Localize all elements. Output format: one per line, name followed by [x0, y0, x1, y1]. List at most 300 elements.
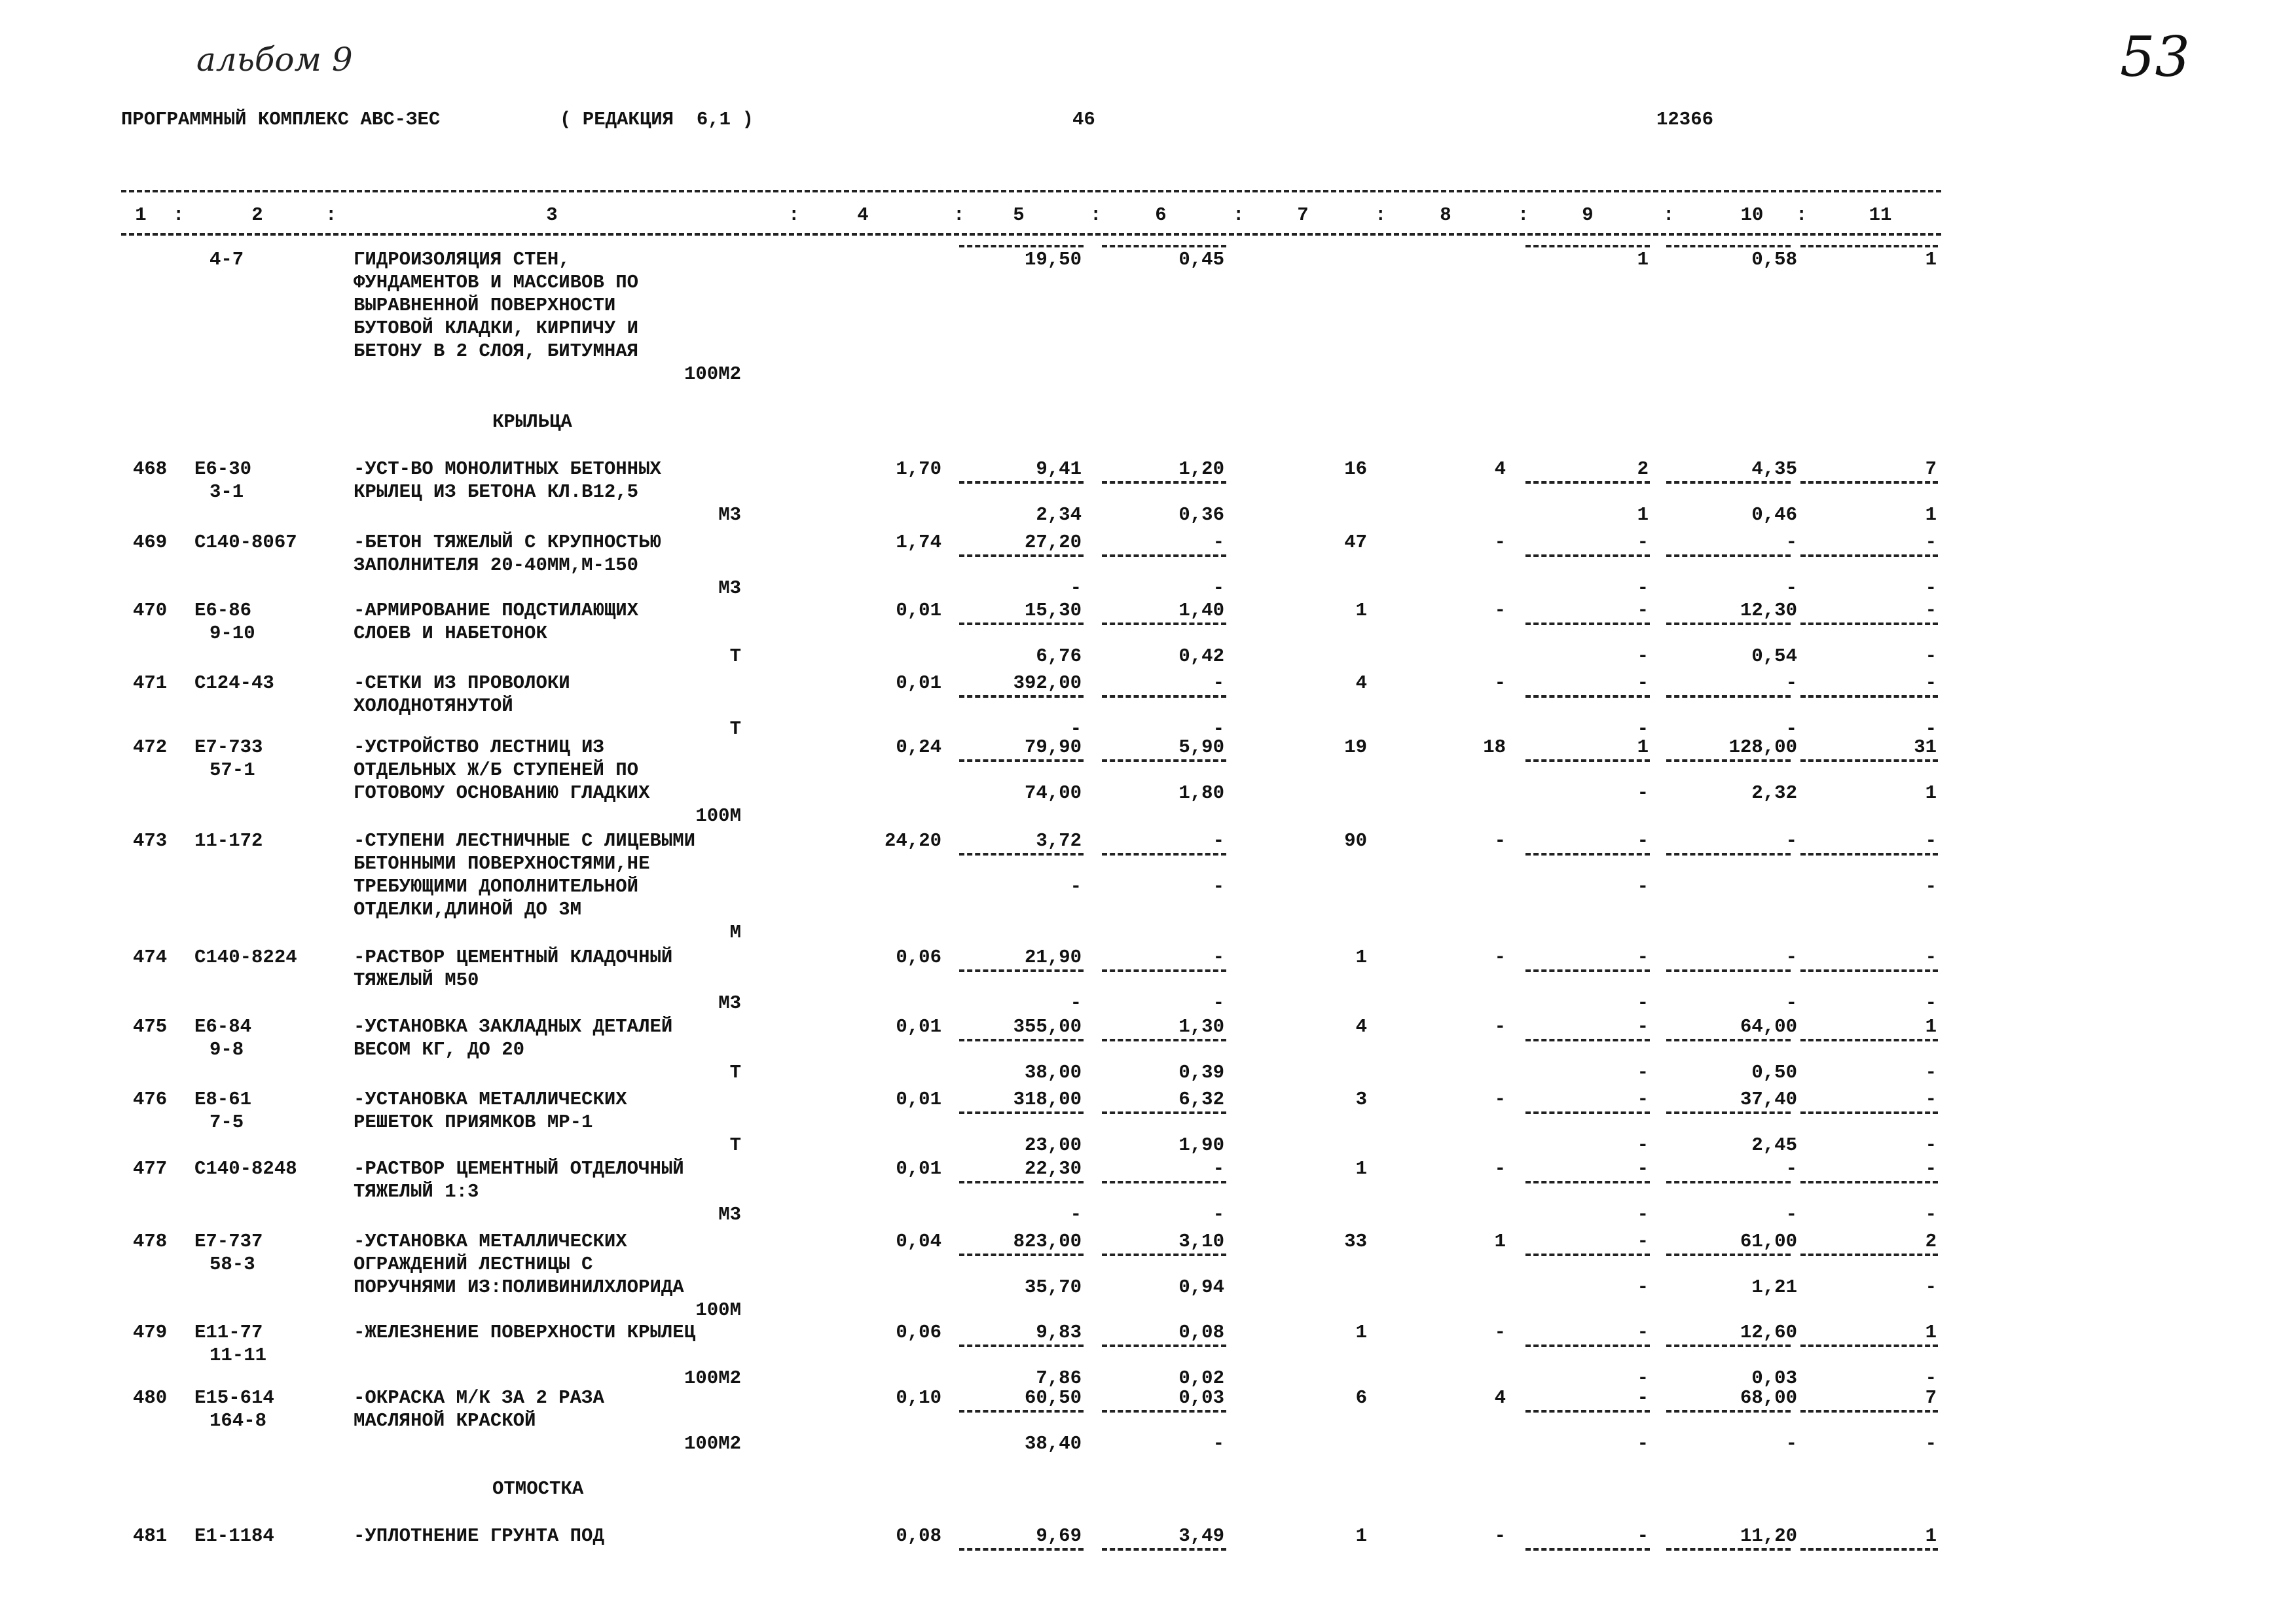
value-col-4: 0,01 [896, 600, 941, 621]
value-col-6-secondary: 0,42 [1178, 645, 1224, 667]
cell-rule [959, 853, 1084, 856]
value-col-4: 0,04 [896, 1231, 941, 1252]
value-col-10-secondary: - [1785, 718, 1797, 740]
cell-rule [1525, 1344, 1650, 1347]
value-col-7: 33 [1344, 1231, 1367, 1252]
cell-rule [1666, 245, 1791, 247]
value-col-10: 61,00 [1740, 1231, 1797, 1252]
work-description-line: -УСТАНОВКА МЕТАЛЛИЧЕСКИХ [354, 1231, 627, 1252]
cell-rule [1666, 759, 1791, 762]
work-description-line: -УПЛОТНЕНИЕ ГРУНТА ПОД [354, 1525, 604, 1547]
unit-of-measure: Т [729, 718, 741, 740]
value-col-9: - [1637, 672, 1649, 694]
value-col-11-secondary: - [1925, 1276, 1937, 1298]
unit-of-measure: Т [729, 645, 741, 667]
section-heading: КРЫЛЬЦА [492, 411, 572, 433]
value-col-8: 1 [1494, 1231, 1506, 1252]
value-col-6: - [1213, 947, 1224, 968]
cell-rule [1800, 623, 1938, 625]
value-col-11: - [1925, 1089, 1937, 1110]
cell-rule [1525, 1410, 1650, 1413]
page-number: 53 [2120, 25, 2190, 89]
value-col-4: 1,70 [896, 458, 941, 480]
cell-rule [1800, 1548, 1938, 1551]
header-rule [121, 233, 1941, 236]
cell-rule [1102, 481, 1226, 484]
unit-of-measure: М3 [718, 992, 741, 1014]
value-col-10-secondary: - [1785, 1433, 1797, 1454]
value-col-10: - [1785, 947, 1797, 968]
value-col-6-secondary: - [1213, 577, 1224, 599]
value-col-9: - [1637, 1322, 1649, 1343]
value-col-10: 128,00 [1728, 736, 1797, 758]
value-col-11-secondary: - [1925, 1367, 1937, 1389]
cell-rule [1666, 554, 1791, 557]
row-number: 472 [133, 736, 168, 758]
value-col-10-secondary: 0,03 [1751, 1367, 1797, 1389]
value-col-9-secondary: 1 [1637, 504, 1649, 526]
work-description-line: МАСЛЯНОЙ КРАСКОЙ [354, 1410, 536, 1432]
work-description-line: -АРМИРОВАНИЕ ПОДСТИЛАЮЩИХ [354, 600, 639, 621]
rate-code: Е6-86 [194, 600, 252, 621]
value-col-6: 3,10 [1178, 1231, 1224, 1252]
column-header-5: 5 [1013, 204, 1025, 226]
value-col-6-secondary: 0,94 [1178, 1276, 1224, 1298]
value-col-6: 5,90 [1178, 736, 1224, 758]
cell-rule [1666, 695, 1791, 698]
value-col-5: 60,50 [1024, 1387, 1082, 1409]
value-col-10: 12,60 [1740, 1322, 1797, 1343]
value-col-10: 64,00 [1740, 1016, 1797, 1038]
value-col-8: - [1494, 947, 1506, 968]
cell-rule [1800, 1410, 1938, 1413]
rate-code-secondary: 58-3 [210, 1254, 255, 1275]
value-col-5: 355,00 [1013, 1016, 1082, 1038]
value-col-6-secondary: 0,36 [1178, 504, 1224, 526]
value-col-8: - [1494, 1322, 1506, 1343]
cell-rule [1666, 853, 1791, 856]
value-col-4: 0,01 [896, 672, 941, 694]
value-col-8: - [1494, 830, 1506, 852]
value-col-5: 392,00 [1013, 672, 1082, 694]
rate-code-secondary: 164-8 [210, 1410, 267, 1432]
work-description-line: -РАСТВОР ЦЕМЕНТНЫЙ ОТДЕЛОЧНЫЙ [354, 1158, 684, 1180]
cell-rule [959, 695, 1084, 698]
work-description-line: ГИДРОИЗОЛЯЦИЯ СТЕН, [354, 249, 570, 270]
value-col-11: - [1925, 600, 1937, 621]
cell-rule [959, 1111, 1084, 1114]
value-col-7: 4 [1355, 672, 1367, 694]
value-col-6: 1,30 [1178, 1016, 1224, 1038]
unit-of-measure: Т [729, 1134, 741, 1156]
rate-code-secondary: 9-10 [210, 623, 255, 644]
cell-rule [1525, 969, 1650, 972]
rate-code: Е11-77 [194, 1322, 263, 1343]
value-col-10: 37,40 [1740, 1089, 1797, 1110]
cell-rule [959, 759, 1084, 762]
value-col-7: 19 [1344, 736, 1367, 758]
value-col-11-secondary: - [1925, 1204, 1937, 1225]
cell-rule [1666, 1039, 1791, 1041]
column-separator: : [1375, 204, 1387, 226]
value-col-8: - [1494, 1016, 1506, 1038]
cell-rule [1666, 481, 1791, 484]
value-col-4: 0,01 [896, 1158, 941, 1180]
row-number: 480 [133, 1387, 168, 1409]
value-col-4: 24,20 [884, 830, 941, 852]
column-header-11: 11 [1869, 204, 1892, 226]
column-header-8: 8 [1440, 204, 1451, 226]
value-col-7: 1 [1355, 600, 1367, 621]
value-col-4: 1,74 [896, 532, 941, 553]
cell-rule [1102, 1181, 1226, 1183]
value-col-7: 1 [1355, 1525, 1367, 1547]
value-col-9: - [1637, 600, 1649, 621]
column-separator: : [953, 204, 965, 226]
column-header-1: 1 [135, 204, 147, 226]
cell-rule [959, 245, 1084, 247]
value-col-5-secondary: - [1070, 718, 1082, 740]
cell-rule [1102, 1410, 1226, 1413]
column-header-7: 7 [1297, 204, 1309, 226]
cell-rule [1666, 1344, 1791, 1347]
value-col-7: 1 [1355, 1322, 1367, 1343]
value-col-9-secondary: - [1637, 1062, 1649, 1083]
value-col-11-secondary: - [1925, 645, 1937, 667]
cell-rule [1666, 1410, 1791, 1413]
rate-code: 4-7 [210, 249, 244, 270]
cell-rule [1666, 1254, 1791, 1256]
cell-rule [1102, 759, 1226, 762]
column-separator: : [173, 204, 185, 226]
cell-rule [959, 1039, 1084, 1041]
cell-rule [1102, 969, 1226, 972]
value-col-6: 6,32 [1178, 1089, 1224, 1110]
work-description-line: -РАСТВОР ЦЕМЕНТНЫЙ КЛАДОЧНЫЙ [354, 947, 673, 968]
value-col-5: 9,83 [1036, 1322, 1082, 1343]
value-col-5: 823,00 [1013, 1231, 1082, 1252]
value-col-9-secondary: - [1637, 782, 1649, 804]
cell-rule [959, 623, 1084, 625]
cell-rule [1525, 695, 1650, 698]
sheet-number: 46 [1072, 109, 1095, 130]
rate-code: Е15-614 [194, 1387, 274, 1409]
value-col-9-secondary: - [1637, 1367, 1649, 1389]
document-code: 12366 [1656, 109, 1714, 130]
value-col-9: - [1637, 532, 1649, 553]
value-col-10-secondary: 1,21 [1751, 1276, 1797, 1298]
value-col-10-secondary: 0,54 [1751, 645, 1797, 667]
cell-rule [959, 1254, 1084, 1256]
work-description-line: БЕТОННЫМИ ПОВЕРХНОСТЯМИ,НЕ [354, 853, 650, 875]
work-description-line: СЛОЕВ И НАБЕТОНОК [354, 623, 547, 644]
cell-rule [1102, 554, 1226, 557]
value-col-11: 7 [1925, 458, 1937, 480]
value-col-9: - [1637, 830, 1649, 852]
value-col-9: - [1637, 1158, 1649, 1180]
value-col-7: 6 [1355, 1387, 1367, 1409]
work-description-line: ХОЛОДНОТЯНУТОЙ [354, 695, 513, 717]
value-col-8: - [1494, 1525, 1506, 1547]
value-col-7: 4 [1355, 1016, 1367, 1038]
value-col-9-secondary: - [1637, 1276, 1649, 1298]
value-col-5-secondary: - [1070, 992, 1082, 1014]
value-col-4: 0,10 [896, 1387, 941, 1409]
cell-rule [1102, 1254, 1226, 1256]
rate-code: Е7-733 [194, 736, 263, 758]
row-number: 471 [133, 672, 168, 694]
column-separator: : [1663, 204, 1675, 226]
rate-code: С140-8067 [194, 532, 297, 553]
value-col-5-secondary: 23,00 [1024, 1134, 1082, 1156]
column-separator: : [788, 204, 800, 226]
top-rule [121, 190, 1941, 192]
value-col-11-secondary: 1 [1925, 504, 1937, 526]
work-description-line: ОТДЕЛКИ,ДЛИНОЙ ДО 3М [354, 899, 582, 920]
work-description-line: ТЯЖЕЛЫЙ 1:3 [354, 1181, 479, 1202]
value-col-10: - [1785, 1158, 1797, 1180]
column-header-3: 3 [546, 204, 558, 226]
value-col-11: 7 [1925, 1387, 1937, 1409]
value-col-5-secondary: 74,00 [1024, 782, 1082, 804]
work-description-line: ВЫРАВНЕННОЙ ПОВЕРХНОСТИ [354, 295, 616, 316]
value-col-11: - [1925, 532, 1937, 553]
cell-rule [1525, 623, 1650, 625]
unit-of-measure: 100М2 [684, 1433, 741, 1454]
column-separator: : [1233, 204, 1245, 226]
cell-rule [959, 969, 1084, 972]
value-col-9-secondary: - [1637, 718, 1649, 740]
value-col-10: - [1785, 532, 1797, 553]
work-description-line: ОГРАЖДЕНИЙ ЛЕСТНИЦЫ С [354, 1254, 593, 1275]
value-col-5-secondary: - [1070, 577, 1082, 599]
value-col-6: 0,45 [1178, 249, 1224, 270]
cell-rule [1666, 969, 1791, 972]
cell-rule [1800, 1039, 1938, 1041]
value-col-6-secondary: - [1213, 1204, 1224, 1225]
column-separator: : [1796, 204, 1808, 226]
column-header-6: 6 [1155, 204, 1167, 226]
row-number: 475 [133, 1016, 168, 1038]
row-number: 476 [133, 1089, 168, 1110]
work-description-line: -УСТРОЙСТВО ЛЕСТНИЦ ИЗ [354, 736, 604, 758]
value-col-11-secondary: - [1925, 992, 1937, 1014]
value-col-10-secondary: - [1785, 1204, 1797, 1225]
row-number: 469 [133, 532, 168, 553]
value-col-7: 3 [1355, 1089, 1367, 1110]
value-col-6: - [1213, 830, 1224, 852]
cell-rule [1800, 245, 1938, 247]
value-col-4: 0,06 [896, 1322, 941, 1343]
value-col-5: 79,90 [1024, 736, 1082, 758]
rate-code: Е7-737 [194, 1231, 263, 1252]
row-number: 481 [133, 1525, 168, 1547]
value-col-7: 1 [1355, 1158, 1367, 1180]
value-col-4: 0,01 [896, 1089, 941, 1110]
value-col-6: - [1213, 1158, 1224, 1180]
column-header-2: 2 [251, 204, 263, 226]
value-col-8: 4 [1494, 458, 1506, 480]
value-col-5: 9,41 [1036, 458, 1082, 480]
value-col-9: - [1637, 1089, 1649, 1110]
value-col-5: 15,30 [1024, 600, 1082, 621]
cell-rule [1800, 695, 1938, 698]
cell-rule [959, 1548, 1084, 1551]
work-description-line: ВЕСОМ КГ, ДО 20 [354, 1039, 525, 1060]
cell-rule [1800, 1111, 1938, 1114]
value-col-11-secondary: - [1925, 1433, 1937, 1454]
cell-rule [1800, 1181, 1938, 1183]
value-col-11: 1 [1925, 249, 1937, 270]
work-description-line: ТРЕБУЮЩИМИ ДОПОЛНИТЕЛЬНОЙ [354, 876, 639, 897]
value-col-7: 90 [1344, 830, 1367, 852]
work-description-line: -УСТ-ВО МОНОЛИТНЫХ БЕТОННЫХ [354, 458, 661, 480]
work-description-line: ПОРУЧНЯМИ ИЗ:ПОЛИВИНИЛХЛОРИДА [354, 1276, 684, 1298]
value-col-8: - [1494, 1089, 1506, 1110]
work-description-line: ЗАПОЛНИТЕЛЯ 20-40ММ,М-150 [354, 554, 639, 576]
value-col-9: 1 [1637, 249, 1649, 270]
value-col-8: - [1494, 600, 1506, 621]
value-col-9: - [1637, 1387, 1649, 1409]
value-col-4: 0,06 [896, 947, 941, 968]
value-col-6-secondary: 1,80 [1178, 782, 1224, 804]
value-col-10: - [1785, 672, 1797, 694]
rate-code-secondary: 7-5 [210, 1111, 244, 1133]
value-col-11: - [1925, 672, 1937, 694]
unit-of-measure: 100М [695, 805, 741, 827]
value-col-11: 1 [1925, 1016, 1937, 1038]
value-col-4: 0,01 [896, 1016, 941, 1038]
value-col-11: 1 [1925, 1322, 1937, 1343]
row-number: 477 [133, 1158, 168, 1180]
value-col-9: - [1637, 947, 1649, 968]
rate-code: Е6-84 [194, 1016, 252, 1038]
cell-rule [1525, 1039, 1650, 1041]
value-col-10: 4,35 [1751, 458, 1797, 480]
value-col-9-secondary: - [1637, 577, 1649, 599]
rate-code: 11-172 [194, 830, 263, 852]
value-col-11: - [1925, 1158, 1937, 1180]
unit-of-measure: М [729, 922, 741, 943]
rate-code-secondary: 3-1 [210, 481, 244, 503]
cell-rule [1102, 695, 1226, 698]
value-col-6: 0,08 [1178, 1322, 1224, 1343]
value-col-10-secondary: - [1785, 577, 1797, 599]
value-col-11-secondary: 1 [1925, 782, 1937, 804]
value-col-7: 16 [1344, 458, 1367, 480]
unit-of-measure: М3 [718, 577, 741, 599]
section-heading: ОТМОСТКА [492, 1478, 584, 1500]
value-col-9: - [1637, 1231, 1649, 1252]
cell-rule [1525, 554, 1650, 557]
rate-code: Е8-61 [194, 1089, 252, 1110]
cell-rule [959, 481, 1084, 484]
value-col-11: 31 [1914, 736, 1937, 758]
album-note: альбом 9 [196, 41, 353, 79]
rate-code: С124-43 [194, 672, 274, 694]
value-col-8: 4 [1494, 1387, 1506, 1409]
row-number: 478 [133, 1231, 168, 1252]
rate-code: С140-8248 [194, 1158, 297, 1180]
value-col-6: 3,49 [1178, 1525, 1224, 1547]
cell-rule [1525, 759, 1650, 762]
value-col-9-secondary: - [1637, 1204, 1649, 1225]
value-col-5: 3,72 [1036, 830, 1082, 852]
value-col-6-secondary: - [1213, 992, 1224, 1014]
rate-code-secondary: 9-8 [210, 1039, 244, 1060]
value-col-10: 0,58 [1751, 249, 1797, 270]
value-col-5-secondary: - [1070, 876, 1082, 897]
work-description-line: -СЕТКИ ИЗ ПРОВОЛОКИ [354, 672, 570, 694]
unit-of-measure: Т [729, 1062, 741, 1083]
value-col-10-secondary: 0,50 [1751, 1062, 1797, 1083]
unit-of-measure: 100М [695, 1299, 741, 1321]
unit-of-measure: 100М2 [684, 363, 741, 385]
value-col-10-secondary: 0,46 [1751, 504, 1797, 526]
cell-rule [959, 1344, 1084, 1347]
rate-code: Е6-30 [194, 458, 252, 480]
value-col-6-secondary: - [1213, 876, 1224, 897]
cell-rule [1525, 853, 1650, 856]
value-col-5-secondary: 2,34 [1036, 504, 1082, 526]
value-col-5-secondary: - [1070, 1204, 1082, 1225]
work-description-line: КРЫЛЕЦ ИЗ БЕТОНА КЛ.В12,5 [354, 481, 639, 503]
value-col-10: 11,20 [1740, 1525, 1797, 1547]
cell-rule [1666, 623, 1791, 625]
value-col-9-secondary: - [1637, 1134, 1649, 1156]
cell-rule [1800, 554, 1938, 557]
value-col-9: - [1637, 1016, 1649, 1038]
unit-of-measure: М3 [718, 504, 741, 526]
column-separator: : [1090, 204, 1102, 226]
column-header-9: 9 [1582, 204, 1594, 226]
cell-rule [1666, 1181, 1791, 1183]
row-number: 479 [133, 1322, 168, 1343]
value-col-6-secondary: - [1213, 1433, 1224, 1454]
value-col-5: 22,30 [1024, 1158, 1082, 1180]
value-col-5: 318,00 [1013, 1089, 1082, 1110]
row-number: 473 [133, 830, 168, 852]
value-col-5: 21,90 [1024, 947, 1082, 968]
value-col-6: - [1213, 532, 1224, 553]
row-number: 474 [133, 947, 168, 968]
program-title: ПРОГРАММНЫЙ КОМПЛЕКС АВС-ЗЕС [121, 109, 441, 130]
work-description-line: РЕШЕТОК ПРИЯМКОВ МР-1 [354, 1111, 593, 1133]
work-description-line: ГОТОВОМУ ОСНОВАНИЮ ГЛАДКИХ [354, 782, 650, 804]
value-col-11-secondary: - [1925, 1134, 1937, 1156]
cell-rule [959, 1181, 1084, 1183]
value-col-11: 1 [1925, 1525, 1937, 1547]
column-header-10: 10 [1740, 204, 1764, 226]
value-col-11-secondary: - [1925, 1062, 1937, 1083]
cell-rule [1666, 1548, 1791, 1551]
value-col-9-secondary: - [1637, 992, 1649, 1014]
work-description-line: БУТОВОЙ КЛАДКИ, КИРПИЧУ И [354, 317, 639, 339]
work-description-line: -УСТАНОВКА ЗАКЛАДНЫХ ДЕТАЛЕЙ [354, 1016, 673, 1038]
cell-rule [1102, 1111, 1226, 1114]
value-col-10-secondary: 2,32 [1751, 782, 1797, 804]
column-separator: : [325, 204, 337, 226]
value-col-5-secondary: 38,40 [1024, 1433, 1082, 1454]
row-number: 468 [133, 458, 168, 480]
value-col-5-secondary: 38,00 [1024, 1062, 1082, 1083]
value-col-5-secondary: 7,86 [1036, 1367, 1082, 1389]
value-col-6: 1,40 [1178, 600, 1224, 621]
cell-rule [1800, 1344, 1938, 1347]
cell-rule [1525, 1111, 1650, 1114]
cell-rule [1525, 1254, 1650, 1256]
row-number: 470 [133, 600, 168, 621]
